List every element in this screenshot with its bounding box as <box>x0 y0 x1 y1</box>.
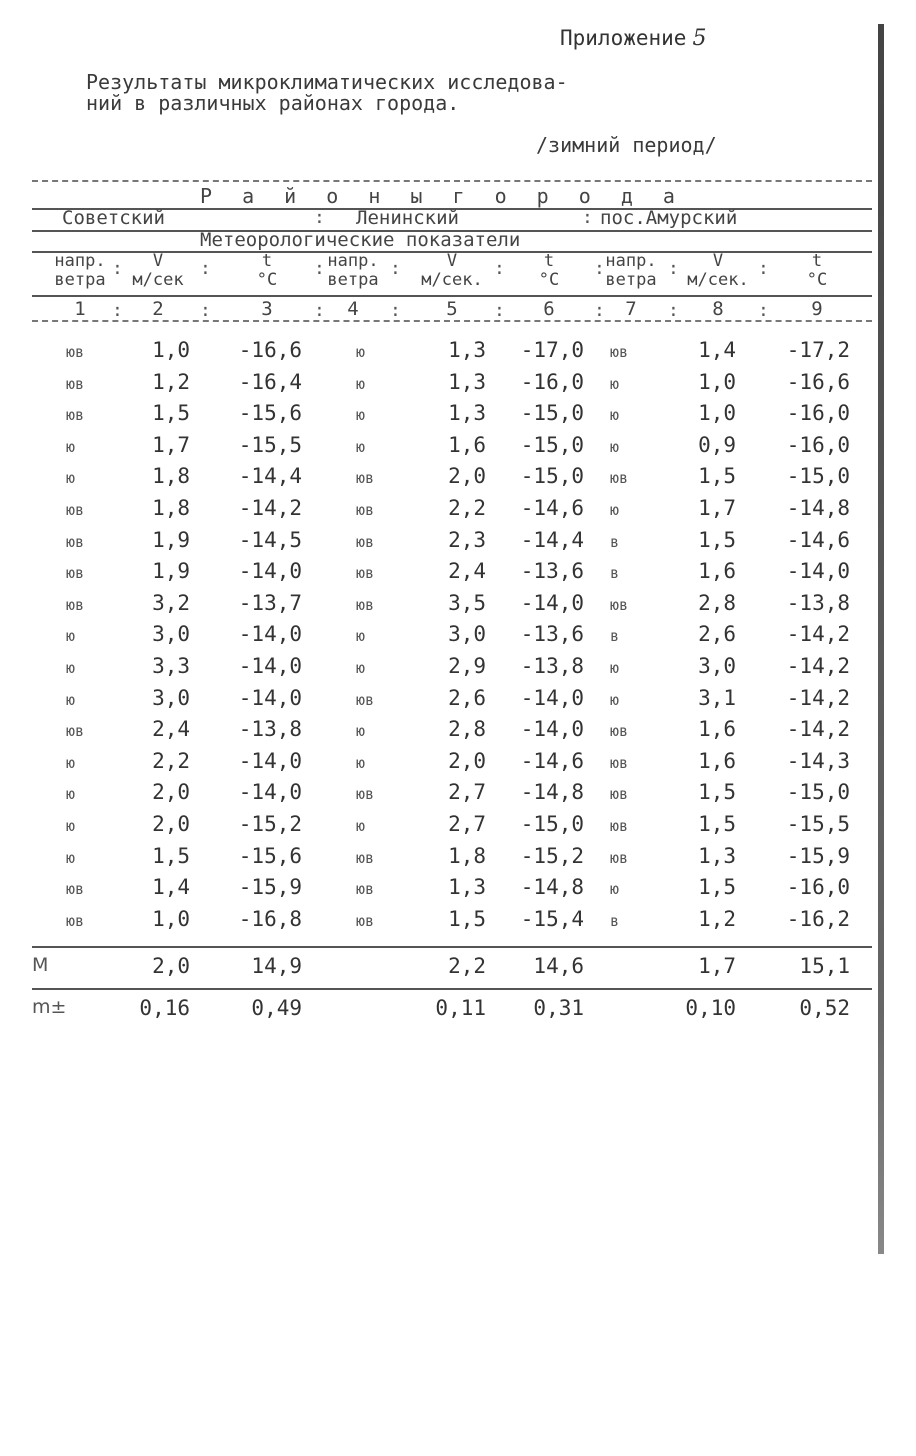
temperature-cell: -14,0 <box>238 559 302 584</box>
column-separator: : <box>112 258 123 279</box>
wind-speed-cell: 1,8 <box>448 843 486 868</box>
wind-direction-cell: юв <box>66 374 85 393</box>
temperature-cell: -16,0 <box>786 401 850 426</box>
wind-speed-cell: 1,3 <box>448 338 486 362</box>
temperature-cell: -14,2 <box>786 654 850 678</box>
wind-speed-cell: 1,5 <box>698 812 736 836</box>
wind-speed-cell: 2,8 <box>698 590 736 615</box>
wind-speed-cell: 1,3 <box>448 875 486 900</box>
wind-direction-cell: ю <box>66 659 76 677</box>
temperature-cell: -13,6 <box>520 622 584 647</box>
temperature-cell: -16,0 <box>786 432 850 457</box>
column-number-9: 9 <box>811 298 823 320</box>
temperature-cell: -15,0 <box>786 780 850 805</box>
column-separator: : <box>200 258 211 279</box>
wind-direction-cell: ю <box>356 374 366 393</box>
wind-direction-cell: ю <box>356 817 366 835</box>
wind-direction-cell: в <box>610 911 620 930</box>
wind-speed-cell: 3,0 <box>152 685 190 710</box>
column-separator: : <box>594 258 605 279</box>
wind-direction-cell: ю <box>356 437 366 456</box>
column-header-2-line1: V <box>152 251 164 271</box>
column-separator: : <box>668 258 679 279</box>
wind-speed-cell: 1,6 <box>698 748 736 773</box>
wind-speed-cell: 2,4 <box>448 559 486 584</box>
wind-direction-cell: ю <box>610 659 620 677</box>
wind-direction-cell: юв <box>66 564 85 583</box>
temperature-cell: -15,6 <box>238 843 302 868</box>
column-separator: : <box>668 300 679 321</box>
wind-speed-cell: 2,0 <box>448 464 486 489</box>
wind-direction-cell: юв <box>356 564 375 583</box>
wind-direction-cell: юв <box>66 406 85 425</box>
temperature-cell: -14,2 <box>786 717 850 742</box>
wind-speed-cell: 1,4 <box>152 875 190 900</box>
temperature-cell: -14,6 <box>520 496 584 520</box>
temperature-cell: -16,8 <box>238 906 302 931</box>
wind-direction-cell: ю <box>610 406 620 425</box>
temperature-cell: -13,8 <box>238 717 302 742</box>
temperature-cell: -14,4 <box>520 527 584 552</box>
temperature-cell: -14,0 <box>520 717 584 742</box>
mean-value: 2,0 <box>152 954 190 978</box>
error-label: m± <box>32 996 67 1018</box>
temperature-cell: -15,5 <box>786 812 850 836</box>
temperature-cell: -15,0 <box>786 464 850 489</box>
wind-direction-cell: юв <box>356 469 375 488</box>
wind-direction-cell: юв <box>66 911 85 930</box>
temperature-cell: -13,8 <box>520 654 584 678</box>
wind-direction-cell: в <box>610 532 620 551</box>
rule-under-column-numbers <box>32 320 872 322</box>
column-number-3: 3 <box>261 298 273 320</box>
wind-direction-cell: ю <box>66 817 76 835</box>
temperature-cell: -15,9 <box>786 843 850 868</box>
wind-speed-cell: 1,5 <box>448 906 486 931</box>
wind-direction-cell: юв <box>610 469 629 488</box>
column-header-3-line1: t <box>261 251 273 271</box>
table-top-rule <box>32 180 872 182</box>
temperature-cell: -14,0 <box>238 748 302 773</box>
wind-speed-cell: 2,0 <box>152 812 190 836</box>
column-header-9-line1: t <box>811 251 823 271</box>
column-header-4-line2: ветра <box>327 270 379 290</box>
wind-speed-cell: 1,0 <box>698 369 736 394</box>
temperature-cell: -15,0 <box>520 812 584 836</box>
wind-direction-cell: ю <box>356 753 366 772</box>
district-sovetsky: Советский <box>62 207 165 229</box>
column-number-7: 7 <box>625 298 637 320</box>
wind-speed-cell: 1,6 <box>698 559 736 584</box>
temperature-cell: -15,2 <box>238 812 302 836</box>
temperature-cell: -14,4 <box>238 464 302 489</box>
wind-direction-cell: юв <box>356 690 375 709</box>
column-header-7-line1: напр. <box>605 251 657 271</box>
wind-speed-cell: 1,8 <box>152 496 190 520</box>
wind-direction-cell: юв <box>66 532 85 551</box>
wind-speed-cell: 1,0 <box>698 401 736 426</box>
wind-direction-cell: юв <box>66 343 85 361</box>
column-separator: : <box>112 300 123 321</box>
column-header-3-line2: °С <box>256 270 278 290</box>
rule-under-column-headers <box>32 295 872 297</box>
wind-direction-cell: юв <box>356 785 375 804</box>
temperature-cell: -14,8 <box>520 875 584 900</box>
temperature-cell: -16,4 <box>238 369 302 394</box>
header-separator: : <box>582 207 593 228</box>
header-separator: : <box>314 207 325 228</box>
wind-direction-cell: юв <box>610 817 629 835</box>
wind-direction-cell: юв <box>610 785 629 804</box>
wind-direction-cell: юв <box>66 595 85 614</box>
wind-speed-cell: 2,7 <box>448 780 486 805</box>
column-header-4-line1: напр. <box>327 251 379 271</box>
temperature-cell: -14,8 <box>786 496 850 520</box>
wind-direction-cell: ю <box>356 627 366 646</box>
temperature-cell: -16,6 <box>786 369 850 394</box>
column-separator: : <box>314 258 325 279</box>
temperature-cell: -14,2 <box>238 496 302 520</box>
error-value: 0,10 <box>685 996 736 1020</box>
wind-direction-cell: в <box>610 564 620 583</box>
column-header-7-line2: ветра <box>605 270 657 290</box>
error-value: 0,52 <box>799 996 850 1020</box>
temperature-cell: -14,6 <box>520 748 584 773</box>
wind-direction-cell: ю <box>356 343 366 361</box>
wind-direction-cell: юв <box>66 501 85 519</box>
wind-direction-cell: ю <box>356 406 366 425</box>
wind-direction-cell: юв <box>610 595 629 614</box>
wind-speed-cell: 1,6 <box>698 717 736 742</box>
column-header-9-line2: °С <box>806 270 828 290</box>
district-amursky: пос.Амурский <box>600 207 738 229</box>
column-number-2: 2 <box>152 298 164 320</box>
wind-direction-cell: юв <box>356 911 375 930</box>
temperature-cell: -15,5 <box>238 432 302 457</box>
wind-speed-cell: 3,2 <box>152 590 190 615</box>
column-number-1: 1 <box>74 298 86 320</box>
wind-speed-cell: 2,6 <box>448 685 486 710</box>
temperature-cell: -17,0 <box>520 338 584 362</box>
column-number-8: 8 <box>712 298 724 320</box>
column-header-6-line1: t <box>543 251 555 271</box>
wind-speed-cell: 1,3 <box>448 401 486 426</box>
wind-speed-cell: 2,4 <box>152 717 190 742</box>
wind-direction-cell: ю <box>66 469 76 488</box>
wind-speed-cell: 1,6 <box>448 432 486 457</box>
column-header-8-line2: м/сек. <box>687 270 749 290</box>
temperature-cell: -15,0 <box>520 432 584 457</box>
wind-speed-cell: 3,0 <box>698 654 736 678</box>
appendix-number: 5 <box>692 26 707 51</box>
column-separator: : <box>200 300 211 321</box>
column-header-6-line2: °С <box>538 270 560 290</box>
wind-direction-cell: юв <box>66 880 85 899</box>
column-number-4: 4 <box>347 298 359 320</box>
mean-value: 14,9 <box>251 954 302 978</box>
temperature-cell: -14,2 <box>786 685 850 710</box>
temperature-cell: -13,7 <box>238 590 302 615</box>
temperature-cell: -14,0 <box>238 780 302 805</box>
wind-speed-cell: 2,3 <box>448 527 486 552</box>
period-label: /зимний период/ <box>536 133 717 157</box>
wind-speed-cell: 3,1 <box>698 685 736 710</box>
wind-speed-cell: 0,9 <box>698 432 736 457</box>
temperature-cell: -14,5 <box>238 527 302 552</box>
wind-direction-cell: юв <box>356 595 375 614</box>
indicators-label: Метеорологические показатели <box>200 229 521 251</box>
temperature-cell: -16,2 <box>786 906 850 931</box>
wind-direction-cell: ю <box>66 785 76 804</box>
temperature-cell: -15,4 <box>520 906 584 931</box>
wind-speed-cell: 1,5 <box>698 527 736 552</box>
wind-speed-cell: 1,0 <box>152 906 190 931</box>
error-value: 0,31 <box>533 996 584 1020</box>
wind-direction-cell: ю <box>66 627 76 646</box>
wind-direction-cell: ю <box>610 880 620 899</box>
column-separator: : <box>494 300 505 321</box>
wind-direction-cell: юв <box>610 343 629 361</box>
district-leninsky: Ленинский <box>356 207 459 229</box>
wind-speed-cell: 1,5 <box>152 401 190 426</box>
wind-direction-cell: юв <box>356 532 375 551</box>
wind-speed-cell: 1,7 <box>698 496 736 520</box>
temperature-cell: -14,6 <box>786 527 850 552</box>
temperature-cell: -14,2 <box>786 622 850 647</box>
mean-value: 1,7 <box>698 954 736 978</box>
error-value: 0,11 <box>435 996 486 1020</box>
wind-direction-cell: юв <box>610 722 629 741</box>
wind-speed-cell: 1,5 <box>698 780 736 805</box>
mean-value: 15,1 <box>799 954 850 978</box>
wind-speed-cell: 2,2 <box>448 496 486 520</box>
column-header-5-line2: м/сек. <box>421 270 483 290</box>
temperature-cell: -14,0 <box>238 654 302 678</box>
column-number-5: 5 <box>446 298 458 320</box>
column-separator: : <box>314 300 325 321</box>
temperature-cell: -15,6 <box>238 401 302 426</box>
wind-speed-cell: 1,4 <box>698 338 736 362</box>
mean-label: M <box>32 954 49 976</box>
wind-direction-cell: юв <box>356 848 375 867</box>
column-header-1-line2: ветра <box>54 270 106 290</box>
column-header-8-line1: V <box>712 251 724 271</box>
temperature-cell: -14,0 <box>520 685 584 710</box>
document-title <box>86 72 686 114</box>
wind-speed-cell: 2,0 <box>152 780 190 805</box>
temperature-cell: -15,9 <box>238 875 302 900</box>
wind-direction-cell: ю <box>610 374 620 393</box>
wind-speed-cell: 1,3 <box>698 843 736 868</box>
wind-speed-cell: 2,2 <box>152 748 190 773</box>
temperature-cell: -16,0 <box>786 875 850 900</box>
wind-speed-cell: 2,0 <box>448 748 486 773</box>
wind-direction-cell: ю <box>610 690 620 709</box>
wind-speed-cell: 3,3 <box>152 654 190 678</box>
temperature-cell: -13,6 <box>520 559 584 584</box>
error-value: 0,16 <box>139 996 190 1020</box>
column-separator: : <box>758 300 769 321</box>
wind-direction-cell: ю <box>610 501 620 519</box>
error-value: 0,49 <box>251 996 302 1020</box>
wind-speed-cell: 2,7 <box>448 812 486 836</box>
wind-direction-cell: юв <box>610 753 629 772</box>
column-separator: : <box>758 258 769 279</box>
wind-speed-cell: 1,3 <box>448 369 486 394</box>
temperature-cell: -14,0 <box>786 559 850 584</box>
temperature-cell: -14,0 <box>238 622 302 647</box>
wind-speed-cell: 1,5 <box>698 464 736 489</box>
mean-value: 14,6 <box>533 954 584 978</box>
wind-speed-cell: 3,5 <box>448 590 486 615</box>
wind-speed-cell: 1,7 <box>152 432 190 457</box>
wind-speed-cell: 2,6 <box>698 622 736 647</box>
wind-speed-cell: 1,2 <box>152 369 190 394</box>
wind-direction-cell: юв <box>356 880 375 899</box>
temperature-cell: -14,3 <box>786 748 850 773</box>
temperature-cell: -17,2 <box>786 338 850 362</box>
temperature-cell: -16,0 <box>520 369 584 394</box>
wind-direction-cell: в <box>610 627 620 646</box>
wind-speed-cell: 3,0 <box>152 622 190 647</box>
wind-direction-cell: юв <box>66 722 85 741</box>
wind-direction-cell: ю <box>66 753 76 772</box>
wind-speed-cell: 1,9 <box>152 527 190 552</box>
wind-speed-cell: 1,9 <box>152 559 190 584</box>
wind-direction-cell: ю <box>610 437 620 456</box>
column-separator: : <box>390 258 401 279</box>
wind-speed-cell: 2,9 <box>448 654 486 678</box>
appendix-label <box>560 26 706 51</box>
wind-direction-cell: юв <box>610 848 629 867</box>
title-line-2: ний в различных районах города. <box>86 91 460 115</box>
wind-speed-cell: 3,0 <box>448 622 486 647</box>
temperature-cell: -14,0 <box>520 590 584 615</box>
wind-speed-cell: 2,8 <box>448 717 486 742</box>
rule-above-error <box>32 988 872 990</box>
column-header-1-line1: напр. <box>54 251 106 271</box>
wind-speed-cell: 1,2 <box>698 906 736 931</box>
column-separator: : <box>390 300 401 321</box>
column-separator: : <box>594 300 605 321</box>
wind-speed-cell: 1,5 <box>152 843 190 868</box>
temperature-cell: -15,2 <box>520 843 584 868</box>
column-number-6: 6 <box>543 298 555 320</box>
temperature-cell: -14,8 <box>520 780 584 805</box>
appendix-label-text: Приложение <box>560 26 687 50</box>
page-edge-bar <box>878 24 884 1254</box>
temperature-cell: -13,8 <box>786 590 850 615</box>
districts-label: Р а й о н ы г о р о д а <box>200 184 684 208</box>
temperature-cell: -15,0 <box>520 401 584 426</box>
wind-speed-cell: 1,5 <box>698 875 736 900</box>
wind-direction-cell: ю <box>66 437 76 456</box>
temperature-cell: -14,0 <box>238 685 302 710</box>
wind-direction-cell: ю <box>356 659 366 677</box>
wind-direction-cell: юв <box>356 501 375 519</box>
wind-speed-cell: 1,8 <box>152 464 190 489</box>
column-header-2-line2: м/сек <box>132 270 184 290</box>
column-header-5-line1: V <box>446 251 458 271</box>
title-line-1: Результаты микроклиматических исследова- <box>86 70 568 94</box>
column-separator: : <box>494 258 505 279</box>
mean-value: 2,2 <box>448 954 486 978</box>
wind-direction-cell: ю <box>66 848 76 867</box>
wind-direction-cell: ю <box>356 722 366 741</box>
wind-speed-cell: 1,0 <box>152 338 190 362</box>
rule-above-mean <box>32 946 872 948</box>
wind-direction-cell: ю <box>66 690 76 709</box>
temperature-cell: -15,0 <box>520 464 584 489</box>
temperature-cell: -16,6 <box>238 338 302 362</box>
